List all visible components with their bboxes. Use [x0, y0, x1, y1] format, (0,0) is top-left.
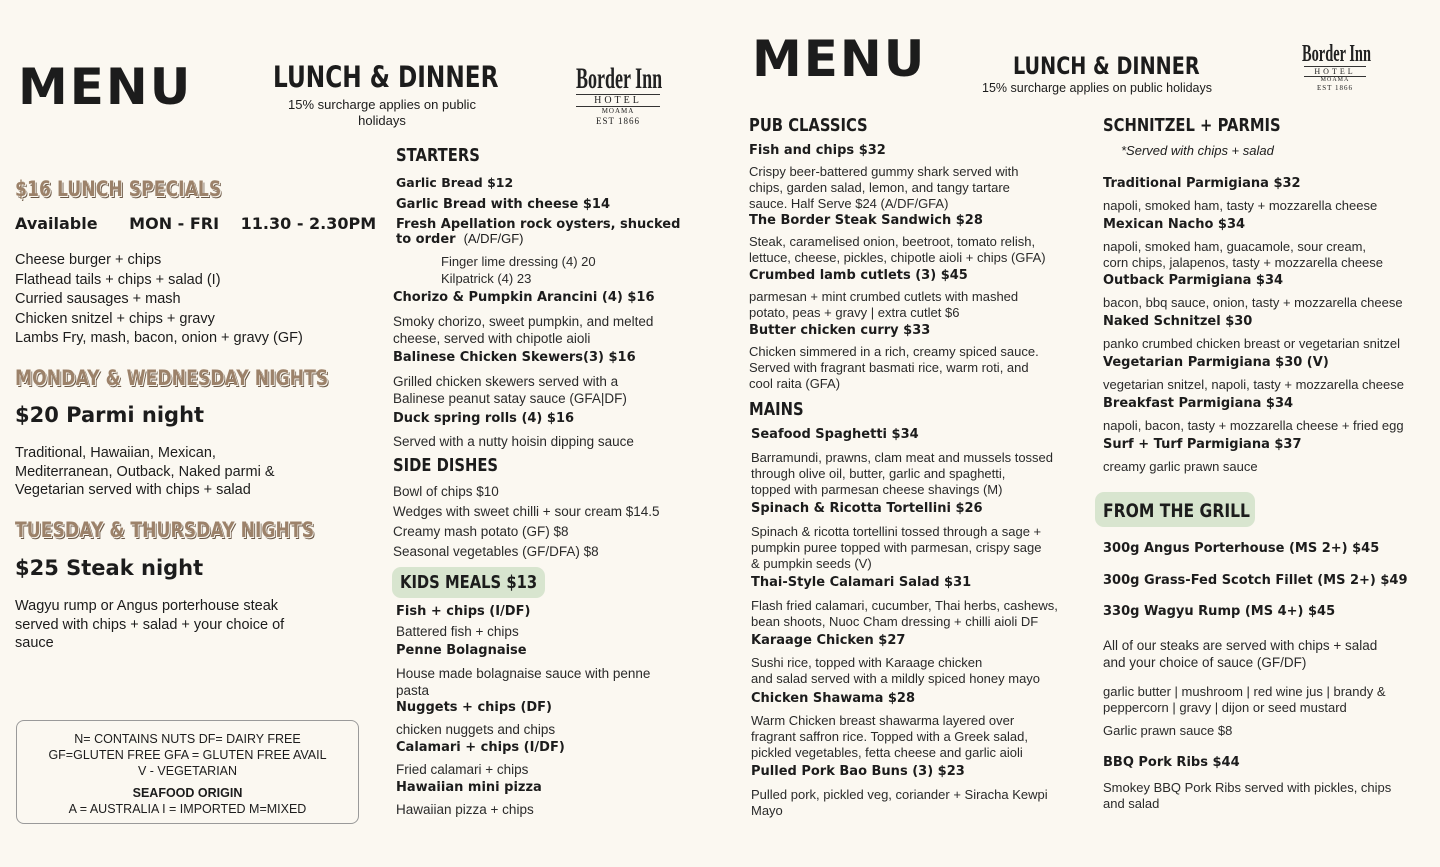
naked-schnitzel-desc: panko crumbed chicken breast or vegetarian snitzel — [1103, 336, 1400, 351]
steak-night-headline: $25 Steak night — [15, 556, 204, 580]
list-item: Cheese burger + chips — [15, 252, 162, 268]
seafood-spaghetti-item: Seafood Spaghetti $34 — [751, 427, 919, 442]
menu-title: MENU — [18, 58, 193, 116]
mon-wed-heading: MONDAY & WEDNESDAY NIGHTS — [15, 366, 329, 390]
list-item: Chicken snitzel + chips + gravy — [15, 310, 215, 327]
steaks-note: All of our steaks are served with chips + salad and your choice of sauce (GF/DF) — [1103, 638, 1378, 670]
wagyu-rump-item: 330g Wagyu Rump (MS 4+) $45 — [1103, 604, 1336, 619]
list-item: Flathead tails + chips + salad (I) — [15, 271, 221, 288]
shawama-desc: Warm Chicken breast shawarma layered over fragrant saffron rice. Topped with a Greek salad, pickled vegetables, fetta cheese and garlic aioli — [751, 713, 1029, 760]
duck-rolls-item: Duck spring rolls (4) $16 — [393, 411, 575, 426]
kids-pizza-desc: Hawaiian pizza + chips — [396, 802, 534, 817]
arancini-desc: Smoky chorizo, sweet pumpkin, and melted cheese, served with chipotle aioli — [393, 314, 654, 346]
surcharge-note: 15% surcharge applies on public holidays — [288, 97, 476, 128]
lunch-specials-list — [15, 251, 303, 349]
bao-buns-item: Pulled Pork Bao Buns (3) $23 — [751, 764, 965, 779]
calamari-salad-desc: Flash fried calamari, cucumber, Thai herbs, cashews, bean shoots, Nuoc Cham dressing + chilli aioli DF — [751, 598, 1058, 629]
steak-sandwich-desc: Steak, caramelised onion, beetroot, tomato relish, lettuce, cheese, pickles, chipotle aioli + chips (GFA) — [749, 234, 1046, 265]
kids-fish-desc: Battered fish + chips — [396, 624, 519, 639]
kids-meals-heading: KIDS MEALS $13 — [400, 572, 538, 593]
porterhouse-item: 300g Angus Porterhouse (MS 2+) $45 — [1103, 541, 1380, 556]
list-item: Curried sausages + mash — [15, 291, 181, 307]
tue-thu-heading: TUESDAY & THURSDAY NIGHTS — [15, 518, 315, 542]
garlic-cheese-item: Garlic Bread with cheese $14 — [396, 197, 611, 212]
garlic-bread-item: Garlic Bread $12 — [396, 175, 514, 190]
surf-turf-item: Surf + Turf Parmigiana $37 — [1103, 437, 1302, 452]
list-item: Bowl of chips $10 — [393, 484, 499, 499]
karaage-item: Karaage Chicken $27 — [751, 633, 906, 648]
kids-penne-desc: House made bolagnaise sauce with penne pasta — [396, 666, 651, 698]
calamari-salad-item: Thai-Style Calamari Salad $31 — [751, 575, 972, 590]
mains-heading: MAINS — [749, 399, 804, 420]
naked-schnitzel-item: Naked Schnitzel $30 — [1103, 314, 1253, 329]
breakfast-parmi-item: Breakfast Parmigiana $34 — [1103, 396, 1294, 411]
pub-classics-heading: PUB CLASSICS — [749, 115, 868, 136]
pork-ribs-item: BBQ Pork Ribs $44 — [1103, 755, 1240, 770]
lunch-dinner-heading-2: LUNCH & DINNER — [1013, 52, 1200, 80]
parmi-night-headline: $20 Parmi night — [15, 403, 205, 427]
menu-title-2: MENU — [752, 30, 927, 88]
starters-heading: STARTERS — [396, 145, 480, 166]
lunch-dinner-heading: LUNCH & DINNER — [273, 60, 499, 94]
surf-turf-desc: creamy garlic prawn sauce — [1103, 459, 1258, 474]
butter-chicken-item: Butter chicken curry $33 — [749, 323, 931, 338]
butter-chicken-desc: Chicken simmered in a rich, creamy spiced sauce. Served with fragrant basmati rice, warm roti, and cool raita (GFA) — [749, 344, 1039, 391]
side-dishes-heading: SIDE DISHES — [393, 455, 499, 476]
fish-and-chips-desc: Crispy beer-battered gummy shark served with chips, garden salad, lemon, and tangy tartare sauce. Half Serve $24 (A/DF/GFA) — [749, 164, 1019, 211]
list-item: Wedges with sweet chilli + sour cream $14.5 — [393, 504, 660, 519]
garlic-prawn-sauce: Garlic prawn sauce $8 — [1103, 723, 1233, 738]
schnitzel-note: *Served with chips + salad — [1121, 143, 1274, 158]
scotch-fillet-item: 300g Grass-Fed Scotch Fillet (MS 2+) $49 — [1103, 573, 1408, 588]
lamb-cutlets-item: Crumbed lamb cutlets (3) $45 — [749, 268, 968, 283]
duck-rolls-desc: Served with a nutty hoisin dipping sauce — [393, 434, 634, 449]
vegetarian-parmi-desc: vegetarian snitzel, napoli, tasty + mozzarella cheese — [1103, 377, 1404, 392]
kids-nuggets-desc: chicken nuggets and chips — [396, 722, 556, 737]
karaage-desc: Sushi rice, topped with Karaage chicken and salad served with a mildly spiced honey mayo — [751, 655, 1041, 686]
list-item: Lambs Fry, mash, bacon, onion + gravy (GF) — [15, 330, 303, 346]
breakfast-parmi-desc: napoli, bacon, tasty + mozzarella cheese + fried egg — [1103, 418, 1404, 433]
mexican-nacho-desc: napoli, smoked ham, guacamole, sour cream, corn chips, jalapenos, tasty + mozzarella cheese — [1103, 239, 1384, 270]
traditional-parmi-item: Traditional Parmigiana $32 — [1103, 176, 1301, 191]
seafood-spaghetti-desc: Barramundi, prawns, clam meat and mussels tossed through olive oil, butter, garlic and spaghetti, topped with parmesan cheese shavings (M) — [751, 450, 1054, 497]
grill-heading: FROM THE GRILL — [1103, 500, 1250, 522]
oyster-options: Finger lime dressing (4) 20 Kilpatrick (4) 23 — [441, 254, 596, 286]
outback-parmi-item: Outback Parmigiana $34 — [1103, 273, 1284, 288]
bao-buns-desc: Pulled pork, pickled veg, coriander + Siracha Kewpi Mayo — [751, 787, 1048, 818]
traditional-parmi-desc: napoli, smoked ham, tasty + mozzarella cheese — [1103, 198, 1378, 213]
kids-pizza-item: Hawaiian mini pizza — [396, 780, 542, 795]
steak-sandwich-item: The Border Steak Sandwich $28 — [749, 213, 983, 228]
border-inn-logo-2: Border Inn HOTEL MOAMA EST 1866 — [1302, 41, 1371, 92]
lunch-specials-heading: $16 LUNCH SPECIALS — [15, 177, 222, 201]
outback-parmi-desc: bacon, bbq sauce, onion, tasty + mozzarella cheese — [1103, 295, 1403, 310]
skewers-desc: Grilled chicken skewers served with a Balinese peanut satay sauce (GFA|DF) — [393, 374, 627, 406]
steak-night-desc: Wagyu rump or Angus porterhouse steak served with chips + salad + your choice of sauce — [15, 598, 285, 651]
oysters-item: Fresh Apellation rock oysters, shucked to order (A/DF/GF) — [396, 217, 681, 247]
kids-penne-item: Penne Bolagnaise — [396, 643, 527, 658]
mexican-nacho-item: Mexican Nacho $34 — [1103, 217, 1246, 232]
dietary-legend: N= CONTAINS NUTS DF= DAIRY FREE GF=GLUTEN FREE GFA = GLUTEN FREE AVAIL V - VEGETARIAN SEAFOOD ORIGIN A = AUSTRALIA I = IMPORTED M=MIXED — [16, 720, 359, 824]
sauce-options: garlic butter | mushroom | red wine jus | brandy & peppercorn | gravy | dijon or seed mustard — [1103, 684, 1386, 715]
lunch-availability: Available MON - FRI 11.30 - 2.30PM — [15, 214, 377, 233]
list-item: Creamy mash potato (GF) $8 — [393, 524, 569, 539]
arancini-item: Chorizo & Pumpkin Arancini (4) $16 — [393, 290, 655, 305]
parmi-night-desc: Traditional, Hawaiian, Mexican, Mediterranean, Outback, Naked parmi & Vegetarian served with chips + salad — [15, 445, 275, 498]
border-inn-logo: Border Inn HOTEL MOAMA EST 1866 — [576, 62, 663, 126]
pork-ribs-desc: Smokey BBQ Pork Ribs served with pickles, chips and salad — [1103, 780, 1392, 811]
kids-fish-item: Fish + chips (I/DF) — [396, 604, 531, 619]
shawama-item: Chicken Shawama $28 — [751, 691, 916, 706]
vegetarian-parmi-item: Vegetarian Parmigiana $30 (V) — [1103, 355, 1329, 370]
kids-nuggets-item: Nuggets + chips (DF) — [396, 700, 552, 715]
lamb-cutlets-desc: parmesan + mint crumbed cutlets with mashed potato, peas + gravy | extra cutlet $6 — [749, 289, 1019, 320]
surcharge-note-2: 15% surcharge applies on public holidays — [982, 81, 1213, 95]
kids-calamari-desc: Fried calamari + chips — [396, 762, 529, 777]
tortellini-desc: Spinach & ricotta tortellini tossed through a sage + pumpkin puree topped with parmesan, crispy sage & pumpkin seeds (V) — [751, 524, 1042, 571]
fish-and-chips-item: Fish and chips $32 — [749, 143, 886, 158]
skewers-item: Balinese Chicken Skewers(3) $16 — [393, 350, 636, 365]
kids-calamari-item: Calamari + chips (I/DF) — [396, 740, 565, 755]
list-item: Seasonal vegetables (GF/DFA) $8 — [393, 544, 599, 559]
tortellini-item: Spinach & Ricotta Tortellini $26 — [751, 501, 983, 516]
side-dishes-list — [393, 482, 660, 562]
schnitzel-heading: SCHNITZEL + PARMIS — [1103, 115, 1281, 136]
